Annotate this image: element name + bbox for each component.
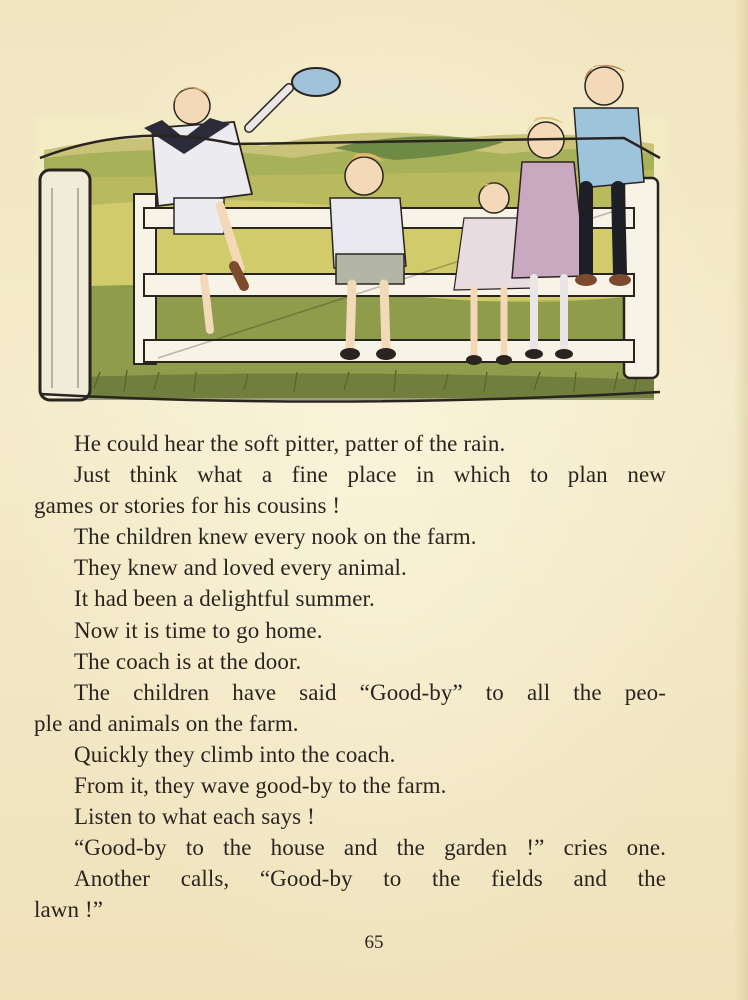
- text-line: He could hear the soft pitter, patter of the rain.: [74, 431, 506, 456]
- story-text: [34, 428, 666, 926]
- text-line: Now it is time to go home.: [74, 617, 323, 643]
- text-line: Listen to what each says !: [74, 804, 315, 830]
- text-line: Just think what a fine place in which to plan new: [74, 462, 666, 488]
- text-line: The children knew every nook on the farm.: [74, 524, 477, 550]
- text-line: From it, they wave good-by to the farm.: [74, 773, 447, 799]
- text-line: lawn !”: [34, 897, 104, 923]
- page-number: 65: [364, 932, 384, 953]
- page-edge-shadow: [734, 0, 748, 1000]
- text-line: “Good-by to the house and the garden !” cries one.: [74, 835, 666, 861]
- text-line: The coach is at the door.: [74, 648, 302, 674]
- text-line: The children have said “Good-by” to all the peo-: [74, 679, 666, 705]
- text-line: It had been a delightful summer.: [74, 586, 375, 612]
- children-on-fence-illustration: [34, 58, 666, 410]
- text-line: Quickly they climb into the coach.: [74, 741, 396, 767]
- text-line: ple and animals on the farm.: [34, 710, 299, 736]
- text-line: Another calls, “Good-by to the fields and the: [74, 866, 666, 892]
- text-line: They knew and loved every animal.: [74, 555, 407, 581]
- text-line: games or stories for his cousins !: [34, 493, 341, 519]
